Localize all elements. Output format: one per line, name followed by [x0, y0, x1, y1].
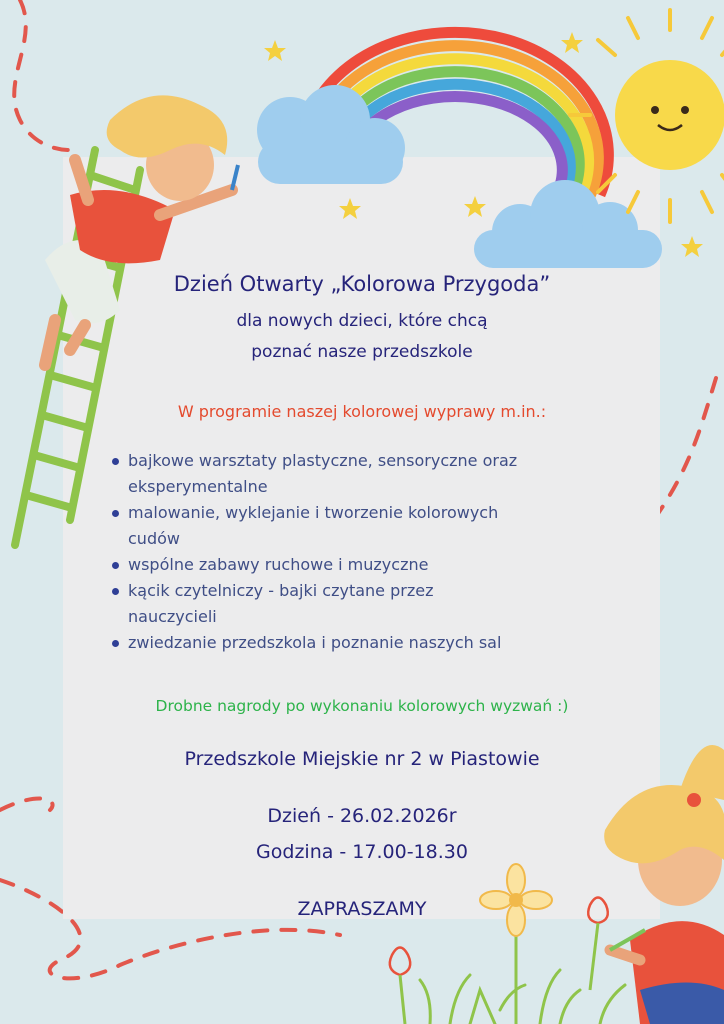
list-item-line: wspólne zabawy ruchowe i muzyczne [128, 555, 429, 574]
list-item-line: bajkowe warsztaty plastyczne, sensoryczne oraz [128, 451, 518, 470]
bullet-icon [112, 588, 119, 595]
event-date: Dzień - 26.02.2026r [267, 805, 457, 827]
bullet-icon [112, 510, 119, 517]
program-list [112, 448, 632, 656]
program-heading: W programie naszej kolorowej wyprawy m.in.: [177, 402, 547, 421]
poster-subtitle-line1: dla nowych dzieci, które chcą [236, 311, 488, 331]
bullet-icon [112, 640, 119, 647]
list-item-line: eksperymentalne [128, 477, 268, 496]
grass-icon [420, 970, 625, 1024]
invite-text: ZAPRASZAMY [297, 898, 427, 920]
list-item-line: nauczycieli [128, 607, 217, 626]
cloud-icon-right [474, 180, 662, 268]
girl-illustration [604, 745, 724, 1024]
list-item-line: cudów [128, 529, 180, 548]
list-item-line: zwiedzanie przedszkola i poznanie naszych sal [128, 633, 502, 652]
bullet-icon [112, 562, 119, 569]
list-item [112, 630, 632, 656]
bullet-icon [112, 458, 119, 465]
school-name: Przedszkole Miejskie nr 2 w Piastowie [184, 748, 540, 770]
list-item [112, 578, 632, 630]
poster-title: Dzień Otwarty „Kolorowa Przygoda” [173, 272, 551, 296]
list-item-line: kącik czytelniczy - bajki czytane przez [128, 581, 434, 600]
event-hours: Godzina - 17.00-18.30 [256, 841, 468, 863]
poster-subtitle-line2: poznać nasze przedszkole [251, 342, 473, 362]
list-item-line: malowanie, wyklejanie i tworzenie kolorowych [128, 503, 499, 522]
list-item [112, 448, 632, 500]
list-item [112, 500, 632, 552]
prizes-note: Drobne nagrody po wykonaniu kolorowych wyzwań :) [155, 697, 569, 715]
list-item [112, 552, 632, 578]
flower-icons [390, 864, 608, 1024]
